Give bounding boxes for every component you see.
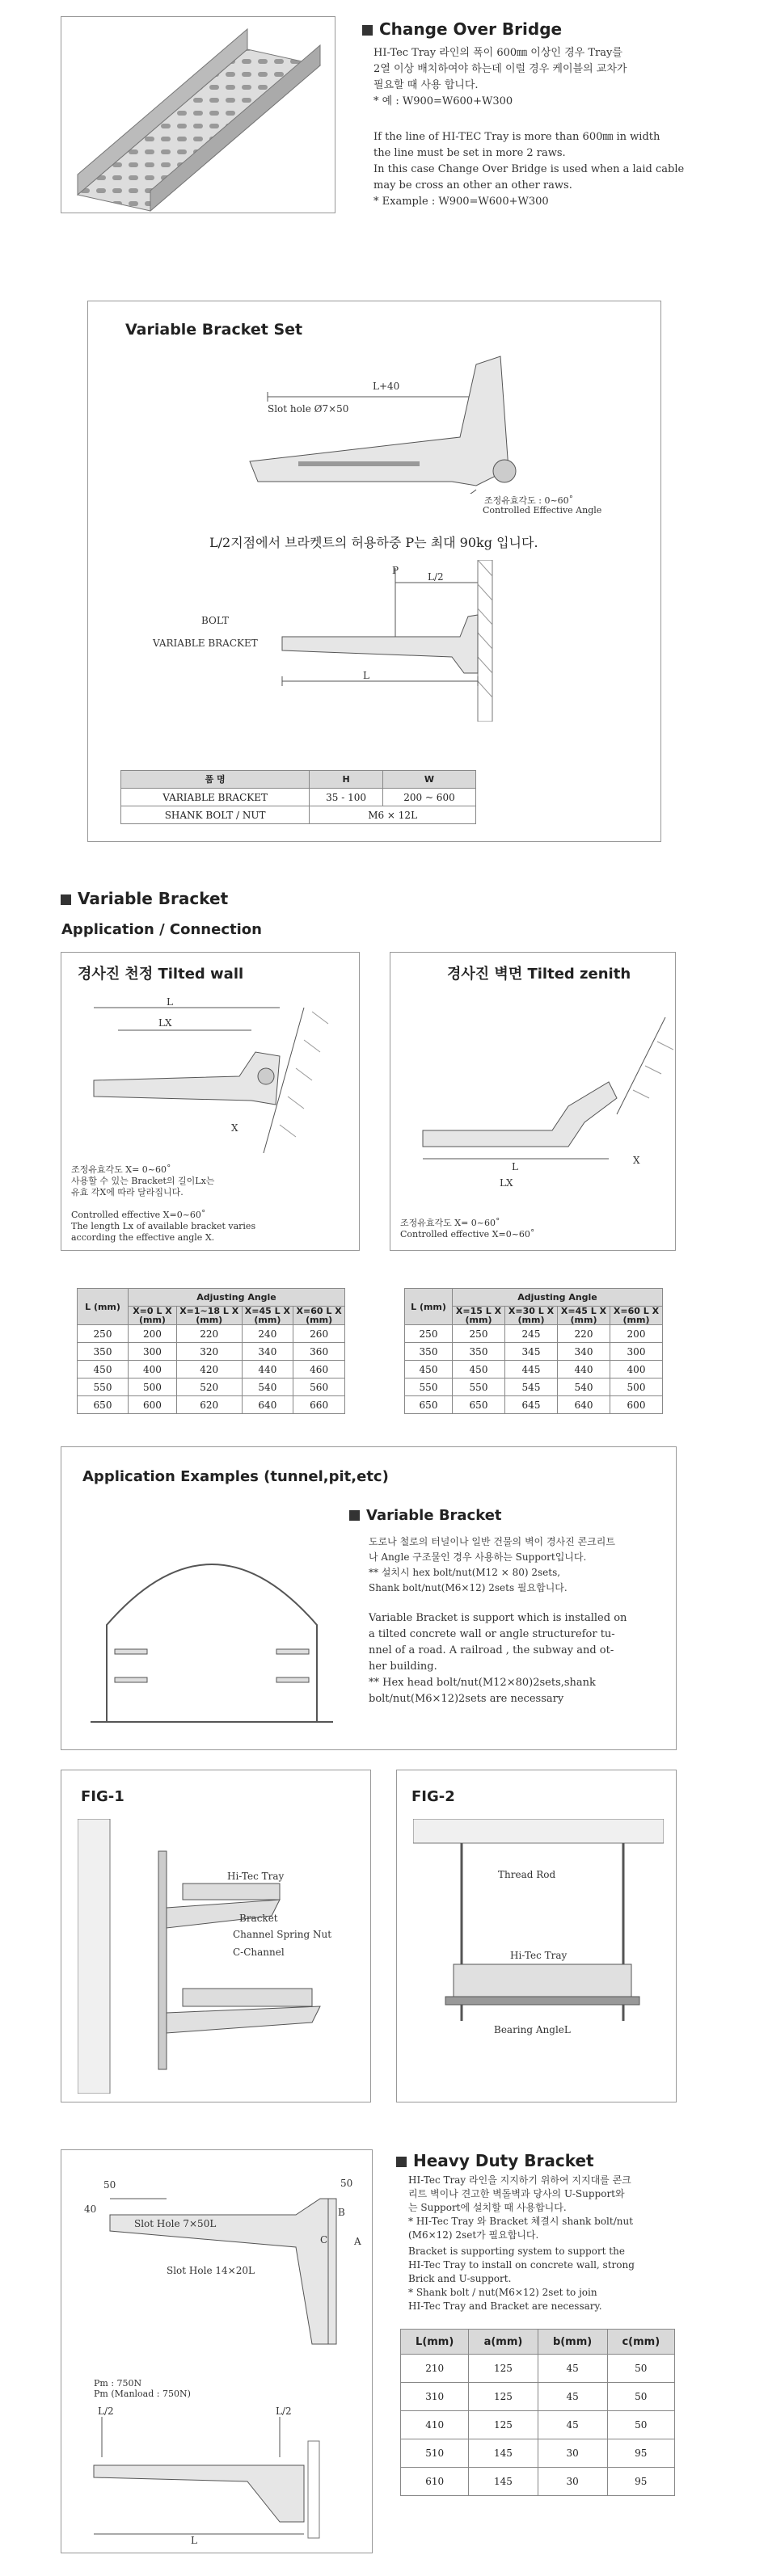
table-row [78, 1343, 345, 1361]
table-cell: 50 [607, 2383, 674, 2411]
hd-dim-b: B [338, 2207, 345, 2218]
adjusting-angle-table-left [77, 1288, 345, 1414]
header-cell: W [382, 771, 475, 789]
table-cell: 340 [558, 1343, 610, 1361]
table-cell: 30 [538, 2468, 607, 2496]
header-cell [78, 1289, 129, 1325]
table-header-row [121, 771, 476, 789]
table-row [401, 2468, 675, 2496]
fig2-bearing-label: Bearing AngleL [494, 2024, 571, 2035]
adjusting-angle-table-right [404, 1288, 663, 1414]
text-line: Bracket is supporting system to support the [408, 2246, 625, 2257]
table-cell: 210 [401, 2355, 469, 2383]
hd-l-label: L [191, 2535, 197, 2546]
table-row [78, 1378, 345, 1396]
hd-dim-c: C [320, 2234, 328, 2246]
header-cell: c(mm) [607, 2330, 674, 2355]
table-cell: 600 [129, 1396, 177, 1414]
table-cell: 310 [401, 2383, 469, 2411]
table-cell: 620 [176, 1396, 242, 1414]
note-line: Controlled effective X=0~60˚ [71, 1210, 206, 1220]
table-cell: 640 [558, 1396, 610, 1414]
note-line: 조정유효각도 X= 0~60˚ [400, 1218, 500, 1228]
table-row [78, 1361, 345, 1378]
pm-line: Pm (Manload : 750N) [94, 2389, 191, 2399]
tz-x-label: X [633, 1155, 640, 1166]
table-cell: 500 [610, 1378, 663, 1396]
fig1-c-channel-label: C-Channel [233, 1947, 285, 1958]
header-cell: Adjusting Angle [453, 1289, 663, 1307]
angle-en-label: Controlled Effective Angle [483, 505, 602, 516]
table-cell: 600 [610, 1396, 663, 1414]
text-line: may be cross an other an other raws. [373, 179, 572, 192]
table-cell: 200 [610, 1325, 663, 1343]
text-line: * Shank bolt / nut(M6×12) 2set to join [408, 2287, 597, 2298]
table-cell: 50 [607, 2411, 674, 2439]
section-bullet-icon [349, 1510, 360, 1521]
label-bolt: BOLT [201, 615, 229, 626]
section-bullet-icon [362, 25, 373, 36]
pm-line: Pm : 750N [94, 2378, 142, 2389]
table-row [405, 1361, 663, 1378]
table-cell: 350 [453, 1343, 505, 1361]
table-cell: 645 [505, 1396, 558, 1414]
table-cell: 45 [538, 2411, 607, 2439]
header-cell: X=0 L X (mm) [129, 1307, 177, 1325]
text-line: If the line of HI-TEC Tray is more than 600㎜ in width [373, 131, 660, 143]
application-examples-title: Application Examples (tunnel,pit,etc) [82, 1468, 389, 1485]
tilted-zenith-drawing [407, 1009, 673, 1171]
fig2-thread-rod-label: Thread Rod [498, 1869, 556, 1880]
table-cell: 350 [78, 1343, 129, 1361]
note-line: according the effective angle X. [71, 1232, 215, 1243]
fig2-panel [396, 1770, 677, 2102]
label-l: L [363, 670, 369, 681]
table-cell: 125 [469, 2355, 538, 2383]
header-cell: X=45 L X (mm) [242, 1307, 293, 1325]
table-cell: 340 [242, 1343, 293, 1361]
table-cell: 545 [505, 1378, 558, 1396]
hd-slot2-label: Slot Hole 14×20L [167, 2265, 255, 2276]
table-cell: 260 [293, 1325, 345, 1343]
change-over-bridge-title: Change Over Bridge [379, 19, 563, 39]
heavy-duty-drawing-bottom [86, 2409, 361, 2546]
fig1-spring-nut-label: Channel Spring Nut [233, 1929, 332, 1940]
heavy-duty-title: Heavy Duty Bracket [413, 2151, 594, 2170]
change-over-bridge-en-text [373, 129, 753, 210]
header-cell: X=45 L X (mm) [558, 1307, 610, 1325]
table-cell: 640 [242, 1396, 293, 1414]
fig1-drawing [78, 1819, 361, 2094]
table-cell: 510 [401, 2439, 469, 2468]
table-row [405, 1325, 663, 1343]
header-text: L [85, 1301, 91, 1312]
header-cell [405, 1289, 453, 1325]
tilted-wall-notes [71, 1164, 354, 1244]
tilted-wall-panel [61, 952, 360, 1251]
table-cell: 220 [558, 1325, 610, 1343]
text-line: a tilted concrete wall or angle structurefor tu- [369, 1628, 615, 1640]
variable-bracket-set-title: Variable Bracket Set [125, 321, 303, 339]
text-line: Shank bolt/nut(M6×12) 2sets 필요합니다. [369, 1582, 568, 1593]
table-cell: 250 [405, 1325, 453, 1343]
table-cell: 145 [469, 2439, 538, 2468]
table-cell: 610 [401, 2468, 469, 2496]
fig1-panel [61, 1770, 371, 2102]
section-bullet-icon [396, 2157, 407, 2167]
table-cell: 445 [505, 1361, 558, 1378]
table-row [121, 806, 476, 824]
fig2-title: FIG-2 [411, 1788, 455, 1805]
tilted-zenith-panel [390, 952, 676, 1251]
application-connection-subtitle: Application / Connection [61, 921, 262, 938]
table-cell: 540 [558, 1378, 610, 1396]
table-cell: SHANK BOLT / NUT [121, 806, 310, 824]
tw-lx-label: LX [158, 1017, 172, 1029]
table-cell: 660 [293, 1396, 345, 1414]
tilted-wall-drawing [78, 991, 352, 1153]
header-cell: b(mm) [538, 2330, 607, 2355]
fig1-bracket-label: Bracket [239, 1913, 278, 1924]
table-row [78, 1396, 345, 1414]
table-cell: 400 [610, 1361, 663, 1378]
hd-dim-50b: 50 [340, 2178, 353, 2189]
header-cell: H [310, 771, 383, 789]
table-row [401, 2439, 675, 2468]
table-row [401, 2383, 675, 2411]
fig1-hitec-label: Hi-Tec Tray [227, 1871, 285, 1882]
table-cell: 30 [538, 2439, 607, 2468]
application-ko-text [369, 1534, 668, 1596]
note-line: 조정유효각도 X= 0~60˚ [71, 1164, 171, 1175]
table-cell: 650 [78, 1396, 129, 1414]
table-cell: 450 [78, 1361, 129, 1378]
table-cell: 540 [242, 1378, 293, 1396]
tilted-wall-title: 경사진 천정 Tilted wall [78, 966, 244, 983]
text-line: ** Hex head bolt/nut(M12×80)2sets,shank [369, 1677, 596, 1689]
heavy-duty-drawing-panel [61, 2149, 373, 2553]
text-line: 나 Angle 구조물인 경우 사용하는 Support입니다. [369, 1551, 587, 1563]
text-line: 리트 벽이나 견고한 벽돌벽과 당사의 U-Support와 [408, 2188, 625, 2199]
text-line: bolt/nut(M6×12)2sets are necessary [369, 1693, 564, 1705]
table-cell: 450 [453, 1361, 505, 1378]
hd-l2a-label: L/2 [98, 2406, 114, 2417]
table-cell: 440 [558, 1361, 610, 1378]
header-cell: X=15 L X (mm) [453, 1307, 505, 1325]
table-cell: 550 [405, 1378, 453, 1396]
table-cell: 400 [129, 1361, 177, 1378]
table-row [405, 1396, 663, 1414]
hd-l2b-label: L/2 [276, 2406, 292, 2417]
table-cell: 650 [453, 1396, 505, 1414]
label-p: P [392, 565, 399, 576]
note-line: Controlled effective X=0~60˚ [400, 1229, 535, 1240]
table-header-row [78, 1289, 345, 1307]
table-cell: 300 [610, 1343, 663, 1361]
text-line: 2열 이상 배치하여야 하는데 이럴 경우 케이블의 교차가 [373, 63, 627, 75]
heavy-duty-ko-text [408, 2174, 756, 2242]
table-cell: 300 [129, 1343, 177, 1361]
header-cell: X=30 L X (mm) [505, 1307, 558, 1325]
table-cell: M6 × 12L [310, 806, 476, 824]
table-cell: 360 [293, 1343, 345, 1361]
text-line: * HI-Tec Tray 와 Bracket 체결시 shank bolt/nut [408, 2216, 634, 2227]
table-row [401, 2355, 675, 2383]
heavy-duty-en-text [408, 2245, 756, 2313]
text-line: 필요할 때 사용 합니다. [373, 79, 479, 91]
hd-dim-a: A [354, 2236, 361, 2247]
table-cell: 350 [405, 1343, 453, 1361]
text-line: HI-Tec Tray and Bracket are necessary. [408, 2300, 602, 2312]
change-over-bridge-image [61, 16, 335, 213]
table-cell: 240 [242, 1325, 293, 1343]
tw-x-label: X [231, 1122, 238, 1134]
load-text: L/2지점에서 브라켓트의 허용하중 P는 최대 90kg 입니다. [209, 535, 538, 550]
tw-l-label: L [167, 996, 173, 1008]
table-cell: 550 [453, 1378, 505, 1396]
text-line: nnel of a road. A railroad , the subway and ot- [369, 1644, 614, 1656]
change-over-bridge-ko-text [373, 45, 753, 110]
table-cell: 45 [538, 2383, 607, 2411]
heavy-duty-table [400, 2329, 675, 2496]
text-line: HI-Tec Tray 라인을 지지하기 위하여 지지대를 콘크 [408, 2174, 631, 2186]
header-cell: X=60 L X (mm) [610, 1307, 663, 1325]
table-cell: 125 [469, 2411, 538, 2439]
fig1-title: FIG-1 [81, 1788, 124, 1805]
table-row [405, 1378, 663, 1396]
table-cell: 320 [176, 1343, 242, 1361]
label-variable-bracket: VARIABLE BRACKET [153, 638, 258, 649]
text-line: 도로나 철로의 터널이나 일반 건물의 벽이 경사진 콘크리트 [369, 1536, 615, 1547]
table-cell: 460 [293, 1361, 345, 1378]
table-row [405, 1343, 663, 1361]
table-cell: 250 [78, 1325, 129, 1343]
table-cell: 200 [129, 1325, 177, 1343]
hd-dim-40: 40 [84, 2203, 97, 2215]
table-cell: 50 [607, 2355, 674, 2383]
hd-slot1-label: Slot Hole 7×50L [134, 2218, 217, 2229]
spacer [71, 1198, 354, 1210]
header-unit: (mm) [419, 1301, 446, 1312]
table-row [401, 2411, 675, 2439]
table-cell: 560 [293, 1378, 345, 1396]
tilted-zenith-title: 경사진 벽면 Tilted zenith [447, 966, 631, 983]
section-bullet-icon [61, 894, 71, 905]
application-en-text [369, 1610, 668, 1707]
table-row [121, 789, 476, 806]
table-cell: 650 [405, 1396, 453, 1414]
header-cell: X=60 L X (mm) [293, 1307, 345, 1325]
hd-pm-text [94, 2378, 191, 2399]
cable-tray-illustration [61, 17, 335, 213]
header-cell: L(mm) [401, 2330, 469, 2355]
header-cell: 품 명 [121, 771, 310, 789]
header-cell: Adjusting Angle [129, 1289, 345, 1307]
table-cell: 500 [129, 1378, 177, 1396]
text-line: ** 설치시 hex bolt/nut(M12 × 80) 2sets, [369, 1567, 561, 1578]
text-line: In this case Change Over Bridge is used when a laid cable [373, 163, 685, 175]
application-vb-title: Variable Bracket [366, 1507, 502, 1524]
table-cell: 440 [242, 1361, 293, 1378]
tilted-zenith-notes [400, 1218, 534, 1240]
tunnel-drawing [91, 1512, 333, 1730]
table-cell: 420 [176, 1361, 242, 1378]
variable-bracket-set-panel [87, 301, 661, 842]
table-cell: 345 [505, 1343, 558, 1361]
application-examples-panel [61, 1446, 677, 1750]
text-line: * Example : W900=W600+W300 [373, 196, 549, 208]
angle-ko-label: 조정유효각도 : 0~60˚ [484, 495, 574, 506]
table-cell: 45 [538, 2355, 607, 2383]
table-cell: 95 [607, 2439, 674, 2468]
table-header-row [401, 2330, 675, 2355]
note-line: The length Lx of available bracket varies [71, 1221, 256, 1231]
text-line: the line must be set in more 2 raws. [373, 147, 566, 159]
variable-bracket-title: Variable Bracket [78, 889, 229, 908]
table-cell: 95 [607, 2468, 674, 2496]
label-l2: L/2 [428, 571, 444, 583]
table-cell: VARIABLE BRACKET [121, 789, 310, 806]
text-line: her building. [369, 1661, 437, 1673]
table-cell: 410 [401, 2411, 469, 2439]
header-unit: (mm) [93, 1301, 120, 1312]
header-text: L [411, 1301, 417, 1312]
table-cell: 550 [78, 1378, 129, 1396]
table-cell: 220 [176, 1325, 242, 1343]
bracket-drawing-loaded [274, 560, 654, 722]
tz-l-label: L [512, 1161, 518, 1172]
header-cell: a(mm) [469, 2330, 538, 2355]
slot-hole-label: Slot hole Ø7×50 [268, 403, 349, 415]
tz-lx-label: LX [500, 1177, 513, 1189]
table-cell: 245 [505, 1325, 558, 1343]
text-line: HI-Tec Tray to install on concrete wall, strong [408, 2259, 635, 2271]
fig2-hitec-label: Hi-Tec Tray [510, 1950, 568, 1961]
table-cell: 35 - 100 [310, 789, 383, 806]
text-line: Brick and U-support. [408, 2273, 512, 2284]
text-line: Variable Bracket is support which is installed on [369, 1612, 627, 1624]
dim-l40: L+40 [373, 381, 400, 392]
note-line: 사용할 수 있는 Bracket의 길이Lx는 [71, 1176, 215, 1186]
text-line: 는 Support에 설치할 때 사용합니다. [408, 2202, 567, 2213]
table-header-row [405, 1289, 663, 1307]
table-cell: 520 [176, 1378, 242, 1396]
variable-bracket-set-table [120, 770, 476, 824]
text-line: * 예 : W900=W600+W300 [373, 95, 513, 107]
note-line: 유효 각X에 따라 달라집니다. [71, 1187, 184, 1198]
table-cell: 250 [453, 1325, 505, 1343]
table-cell: 145 [469, 2468, 538, 2496]
text-line: (M6×12) 2set가 필요합니다. [408, 2229, 539, 2241]
table-row [78, 1325, 345, 1343]
table-cell: 450 [405, 1361, 453, 1378]
table-cell: 200 ~ 600 [382, 789, 475, 806]
table-cell: 125 [469, 2383, 538, 2411]
header-cell: X=1~18 L X (mm) [176, 1307, 242, 1325]
hd-dim-50a: 50 [103, 2179, 116, 2191]
text-line: HI-Tec Tray 라인의 폭이 600㎜ 이상인 경우 Tray를 [373, 47, 622, 59]
